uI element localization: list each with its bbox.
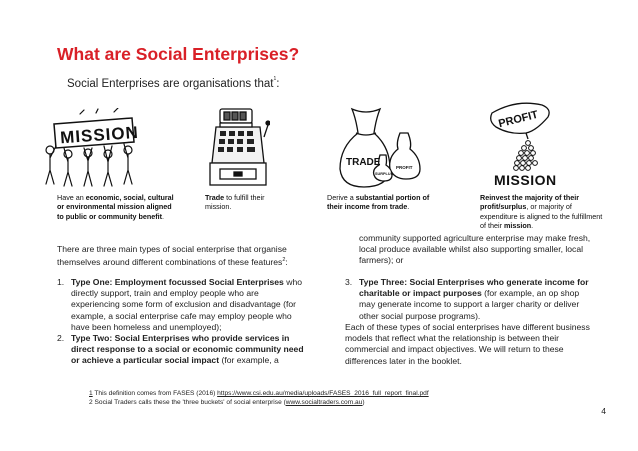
money-bags-icon — [334, 103, 430, 191]
profit-label: PROFIT — [497, 108, 540, 131]
caption-mission: Have an economic, social, cultural or environmental mission aligned to public or community benefit. — [57, 193, 174, 221]
page-number: 4 — [601, 406, 606, 416]
page-subtitle: Social Enterprises are organisations that$^1$: — [67, 76, 280, 90]
cash-register-icon — [208, 107, 270, 189]
footnote-ref: 2 — [282, 257, 286, 264]
closing-paragraph: Each of these types of social enterprises have different business models that reflect what the relationship is between their commercial and impact objectives. We will return to these differences later in the booklet. — [345, 322, 590, 366]
mission-sign-text: MISSION — [59, 122, 140, 148]
footnote-1: 1 This definition comes from FASES (2016) https://www.csi.edu.au/media/uploads/FASES_2016_full_report_final.pdf — [89, 390, 429, 397]
profit-bag-label: PROFIT — [396, 165, 413, 170]
fases-report-link[interactable]: https://www.csi.edu.au/media/uploads/FASES_2016_full_report_final.pdf — [217, 390, 429, 397]
caption-reinvest: Reinvest the majority of their profit/surplus, or majority of expenditure is aligned to the fulfillment of their mission. — [480, 193, 603, 230]
subtitle-text: Social Enterprises are organisations that — [67, 78, 274, 90]
caption-trade: Trade to fulfill their mission. — [205, 193, 265, 212]
people-holding-mission-sign-icon — [40, 108, 144, 188]
trade-bag-label: TRADE — [346, 157, 381, 168]
caption-income: Derive a substantial portion of their income from trade. — [327, 193, 430, 212]
page-title: What are Social Enterprises? — [57, 44, 300, 64]
social-traders-link[interactable]: www.socialtraders.com.au — [285, 399, 363, 406]
intro-paragraph: There are three main types of social enterprise that organise themselves around different combinations of these features$^2$: — [57, 244, 288, 268]
footnote-ref: 1 — [273, 76, 277, 82]
footnote-2: 2 Social Traders calls these the 'three buckets' of social enterprise (www.socialtraders.com.au) — [89, 399, 365, 406]
mission-label: MISSION — [494, 172, 557, 188]
profit-into-mission-icon — [486, 99, 560, 189]
surplus-bag-label: SURPLUS — [375, 172, 394, 176]
